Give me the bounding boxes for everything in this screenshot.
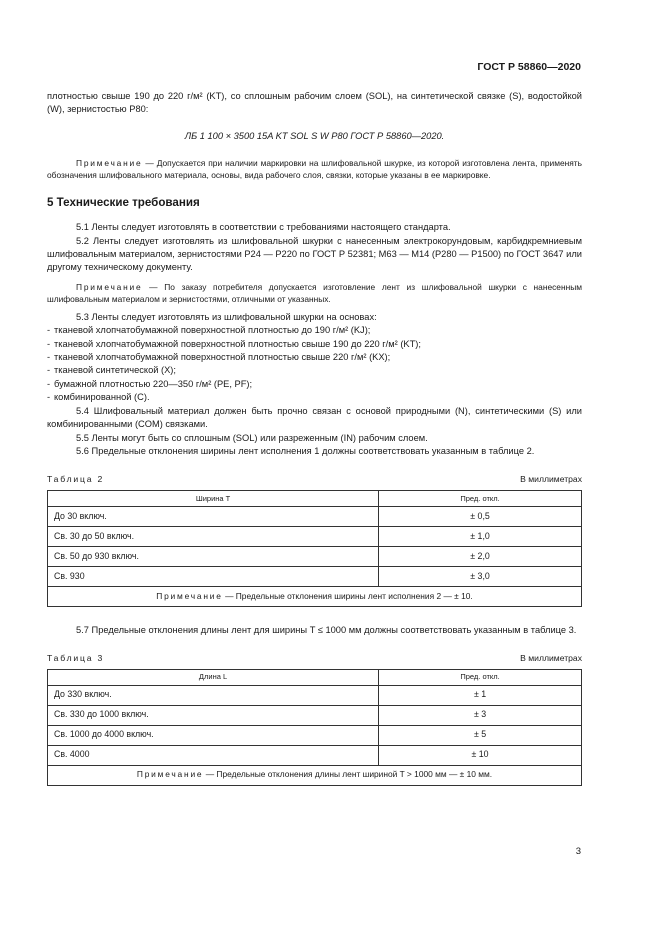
list-item	[47, 364, 582, 377]
page-number: 3	[575, 846, 581, 857]
list-item-text: тканевой хлопчатобумажной поверхностной плотностью до 190 г/м² (KJ);	[54, 325, 371, 336]
table-2	[47, 490, 582, 607]
table-row	[48, 526, 582, 546]
table-cell: ± 1,0	[379, 526, 582, 546]
document-header: ГОСТ Р 58860—2020	[477, 61, 581, 73]
table-note-row	[48, 586, 582, 606]
table-note-row	[48, 765, 582, 785]
list-item	[47, 338, 582, 351]
note-text: — Предельные отклонения ширины лент исполнения 2 — ± 10.	[222, 590, 473, 601]
note-label: Примечание	[156, 590, 223, 601]
table-cell: ± 3,0	[379, 566, 582, 586]
table-cell: Св. 330 до 1000 включ.	[48, 705, 379, 725]
clause-5-6: 5.6 Предельные отклонения ширины лент исполнения 1 должны соответствовать указанным в таблице 2.	[76, 445, 535, 456]
list-item-text: тканевой синтетической (X);	[54, 365, 176, 376]
table-row	[48, 566, 582, 586]
table-2-caption: Таблица 2	[47, 474, 105, 485]
list-item-text: комбинированной (C).	[54, 392, 150, 403]
list-dash: -	[47, 365, 51, 376]
bases-list	[47, 324, 582, 404]
clause-5-5: 5.5 Ленты могут быть со сплошным (SOL) или разреженным (IN) рабочим слоем.	[76, 432, 428, 443]
table-row	[48, 546, 582, 566]
table-header-length: Длина L	[48, 669, 379, 685]
table-note	[48, 765, 582, 785]
table-header-row	[48, 490, 582, 506]
table-cell: ± 2,0	[379, 546, 582, 566]
note-text: — По заказу потребителя допускается изготовление лент из шлифовальной шкурки с нанесенным шлифовальным материалом и зернистостями, отличными от указанных.	[47, 281, 582, 304]
intro-paragraph: плотностью свыше 190 до 220 г/м² (KT), со сплошным рабочим слоем (SOL), на синтетической связке (S), водостойкой (W), зернистостью P80:	[47, 91, 582, 115]
clause-5-7: 5.7 Предельные отклонения длины лент для ширины T ≤ 1000 мм должны соответствовать указанным в таблице 3.	[76, 624, 577, 635]
list-item	[47, 378, 582, 391]
page-content	[47, 90, 582, 786]
section-title: 5 Технические требования	[47, 196, 200, 210]
table-header-width: Ширина T	[48, 490, 379, 506]
table-row	[48, 685, 582, 705]
list-dash: -	[47, 352, 51, 363]
table-cell: До 30 включ.	[48, 506, 379, 526]
table-note	[48, 586, 582, 606]
list-item	[47, 351, 582, 364]
table-cell: Св. 30 до 50 включ.	[48, 526, 379, 546]
table-3-caption: Таблица 3	[47, 653, 105, 664]
table-row	[48, 506, 582, 526]
clause-5-3: 5.3 Ленты следует изготовлять из шлифовальной шкурки на основах:	[76, 311, 377, 322]
table-2-units: В миллиметрах	[520, 474, 582, 485]
note-label: Примечание	[76, 281, 143, 292]
list-item-text: тканевой хлопчатобумажной поверхностной плотностью свыше 220 г/м² (KX);	[54, 352, 391, 363]
designation-example: ЛБ 1 100 × 3500 15A KT SOL S W P80 ГОСТ Р 58860—2020.	[184, 130, 445, 141]
note-label: Примечание	[76, 158, 143, 169]
table-cell: ± 1	[379, 685, 582, 705]
table-cell: Св. 50 до 930 включ.	[48, 546, 379, 566]
list-item-text: бумажной плотностью 220—350 г/м² (PE, PF);	[54, 378, 253, 389]
table-header-row	[48, 669, 582, 685]
table-3-caption-row	[47, 652, 582, 665]
table-cell: До 330 включ.	[48, 685, 379, 705]
table-cell: Св. 1000 до 4000 включ.	[48, 725, 379, 745]
list-item-text: тканевой хлопчатобумажной поверхностной плотностью свыше 190 до 220 г/м² (KT);	[54, 338, 421, 349]
clause-5-1: 5.1 Ленты следует изготовлять в соответствии с требованиями настоящего стандарта.	[76, 222, 451, 233]
table-cell: ± 10	[379, 745, 582, 765]
table-cell: ± 5	[379, 725, 582, 745]
table-cell: ± 3	[379, 705, 582, 725]
table-header-tolerance: Пред. откл.	[379, 490, 582, 506]
clause-5-2: 5.2 Ленты следует изготовлять из шлифовальной шкурки с нанесенным электрокорундовым, карбидкремниевым шлифовальным материалом, зернистостями P24 — P220 по ГОСТ Р 52381; M63 — M14 (P280 — P1500) по ГОСТ 3647 или другому техническому документу.	[47, 235, 582, 273]
table-cell: Св. 4000	[48, 745, 379, 765]
table-cell: ± 0,5	[379, 506, 582, 526]
table-header-tolerance: Пред. откл.	[379, 669, 582, 685]
table-cell: Св. 930	[48, 566, 379, 586]
list-dash: -	[47, 325, 51, 336]
table-3-units: В миллиметрах	[520, 653, 582, 664]
table-row	[48, 745, 582, 765]
list-dash: -	[47, 338, 51, 349]
list-item	[47, 391, 582, 404]
note-text: — Предельные отклонения длины лент шириной T > 1000 мм — ± 10 мм.	[203, 769, 493, 780]
table-row	[48, 725, 582, 745]
note-marking	[47, 157, 582, 181]
list-dash: -	[47, 378, 51, 389]
note-grit	[47, 281, 582, 305]
list-item	[47, 324, 582, 337]
table-3	[47, 669, 582, 786]
list-dash: -	[47, 392, 51, 403]
table-2-caption-row	[47, 473, 582, 486]
table-row	[48, 705, 582, 725]
note-text: — Допускается при наличии маркировки на шлифовальной шкурке, из которой изготовлена лента, применять обозначения шлифовального материала, основы, вида рабочего слоя, связки, которые указаны в ее маркировке.	[47, 158, 582, 181]
note-label: Примечание	[136, 769, 204, 780]
clause-5-4: 5.4 Шлифовальный материал должен быть прочно связан с основой природными (N), синтетическими (S) или комбинированными (COM) связками.	[47, 405, 582, 430]
